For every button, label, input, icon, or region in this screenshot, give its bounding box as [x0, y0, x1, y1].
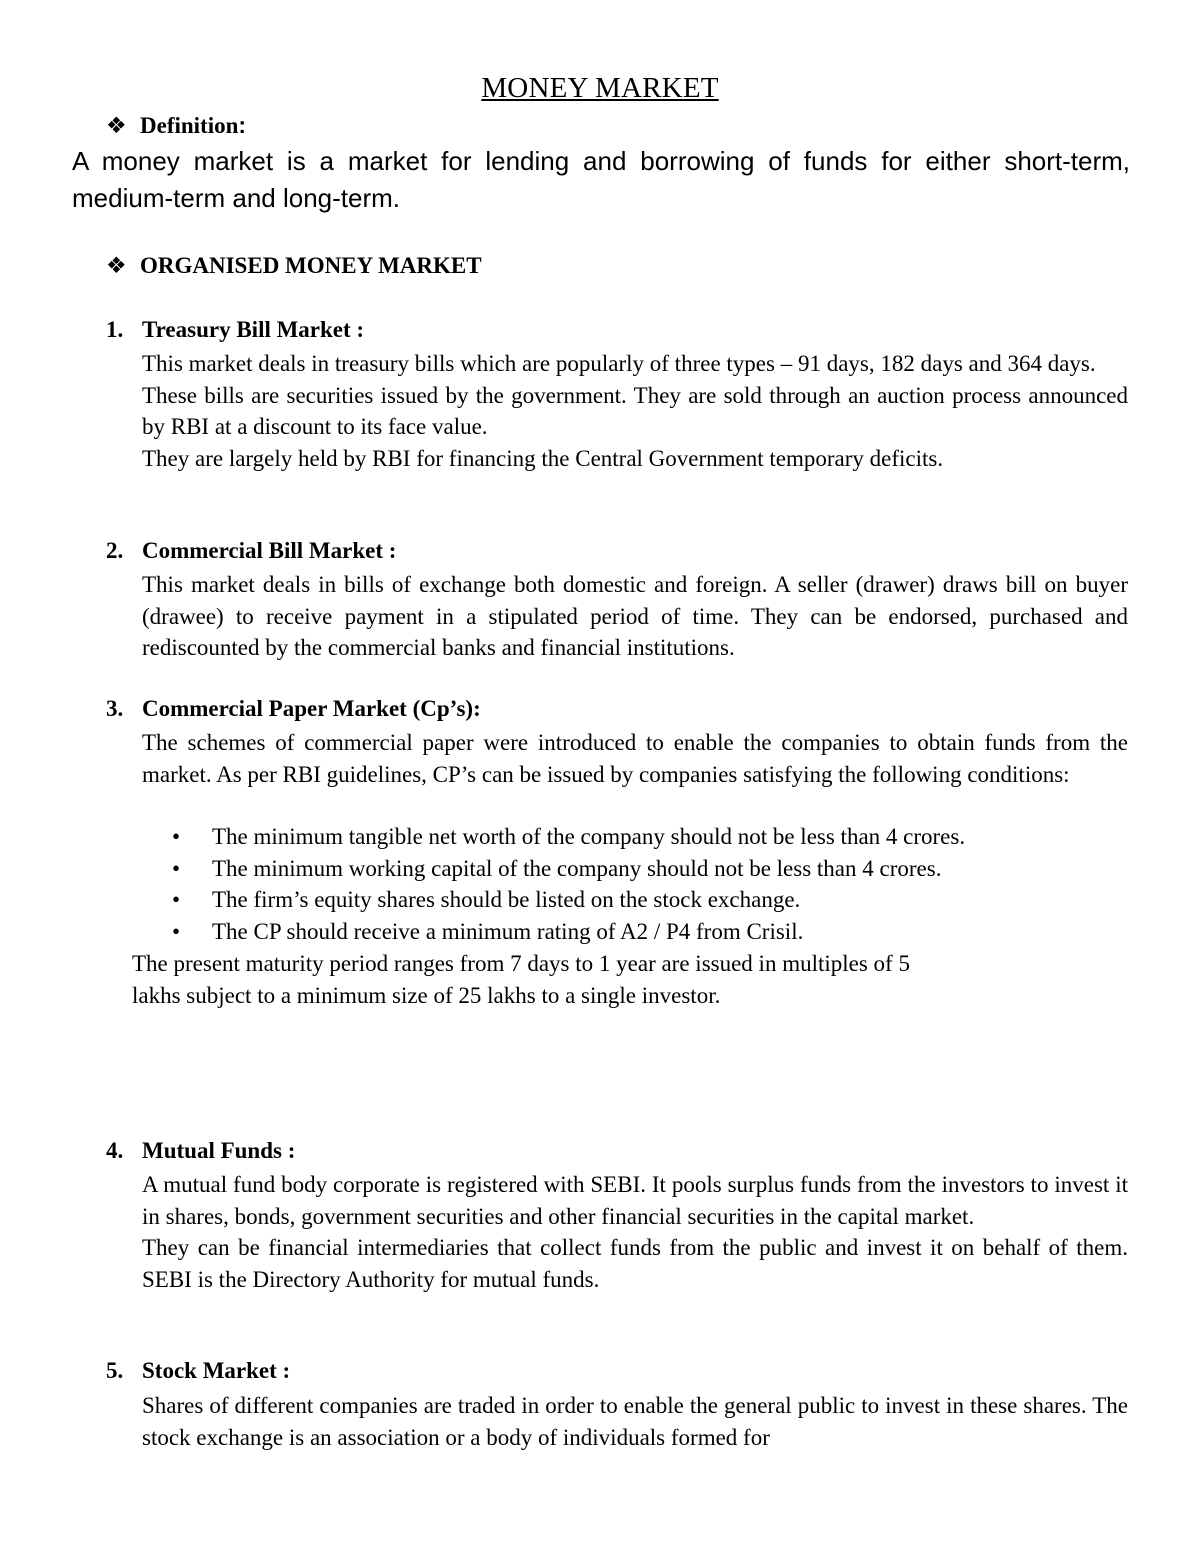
item-number: 5. [106, 1358, 124, 1383]
item-body-stock-market [142, 1390, 1128, 1453]
item-title-stock-market: Stock Market : [142, 1358, 291, 1383]
item-body-commercial-bill [142, 569, 1128, 664]
organised-heading-text: ORGANISED MONEY MARKET [140, 253, 482, 278]
item-body-commercial-paper [142, 727, 1128, 790]
paragraph: Shares of different companies are traded in order to enable the general public to invest in these shares. The stock exchange is an association or a body of individuals formed for [142, 1393, 1128, 1450]
list-item-text: The minimum working capital of the company should not be less than 4 crores. [212, 855, 942, 881]
list-item-text: The firm’s equity shares should be listed on the stock exchange. [212, 887, 801, 912]
page-title: MONEY MARKET [481, 72, 719, 104]
diamond-bullet-icon: ❖ [106, 113, 127, 138]
bullet-dot-icon: • [172, 918, 181, 944]
maturity-period-text: The present maturity period ranges from 7 days to 1 year are issued in multiples of 5 lakhs subject to a minimum size of 25 lakhs to a single investor. [132, 951, 910, 1008]
item-body-treasury-bill [142, 348, 1128, 474]
bullet-dot-icon: • [172, 824, 181, 849]
organised-heading [106, 253, 482, 279]
item-title-commercial-paper: Commercial Paper Market (Cp’s): [142, 696, 481, 721]
paragraph: This market deals in bills of exchange both domestic and foreign. A seller (drawer) draws bill on buyer (drawee) to receive payment in a stipulated period of time. They can be endorsed, purchased and rediscounted by the commercial banks and financial institutions. [142, 572, 1128, 660]
definition-label: Definition [140, 113, 239, 138]
bullet-dot-icon: • [172, 887, 181, 912]
bullet-dot-icon: • [172, 855, 181, 881]
paragraph: These bills are securities issued by the government. They are sold through an auction process announced by RBI at a discount to its face value. [142, 382, 1128, 439]
list-item-text: The CP should receive a minimum rating of A2 / P4 from Crisil. [212, 918, 804, 944]
paragraph: A mutual fund body corporate is registered with SEBI. It pools surplus funds from the investors to invest it in shares, bonds, government securities and other financial securities in the capital market. [142, 1172, 1128, 1229]
item-body-mutual-funds [142, 1169, 1128, 1295]
item-number: 4. [106, 1138, 124, 1163]
definition-text: A money market is a market for lending and borrowing of funds for either short-term, medium-term and long-term. [72, 146, 1130, 213]
paragraph: They can be financial intermediaries that collect funds from the public and invest it on behalf of them. SEBI is the Directory Authority for mutual funds. [142, 1235, 1128, 1292]
definition-colon: : [238, 112, 247, 138]
diamond-bullet-icon: ❖ [106, 253, 127, 278]
list-item-text: The minimum tangible net worth of the company should not be less than 4 crores. [212, 824, 966, 849]
item-title-mutual-funds: Mutual Funds : [142, 1138, 296, 1163]
item-number: 1. [106, 317, 124, 342]
item-title-treasury-bill: Treasury Bill Market : [142, 317, 365, 342]
paragraph: They are largely held by RBI for financing the Central Government temporary deficits. [142, 445, 944, 471]
paragraph: This market deals in treasury bills which are popularly of three types – 91 days, 182 days and 364 days. [142, 351, 1096, 376]
definition-heading [106, 112, 246, 139]
item-number: 2. [106, 538, 124, 563]
item-number: 3. [106, 696, 124, 721]
item-title-commercial-bill: Commercial Bill Market : [142, 538, 397, 563]
paragraph: The schemes of commercial paper were introduced to enable the companies to obtain funds from the market. As per RBI guidelines, CP’s can be issued by companies satisfying the following conditions: [142, 730, 1128, 787]
